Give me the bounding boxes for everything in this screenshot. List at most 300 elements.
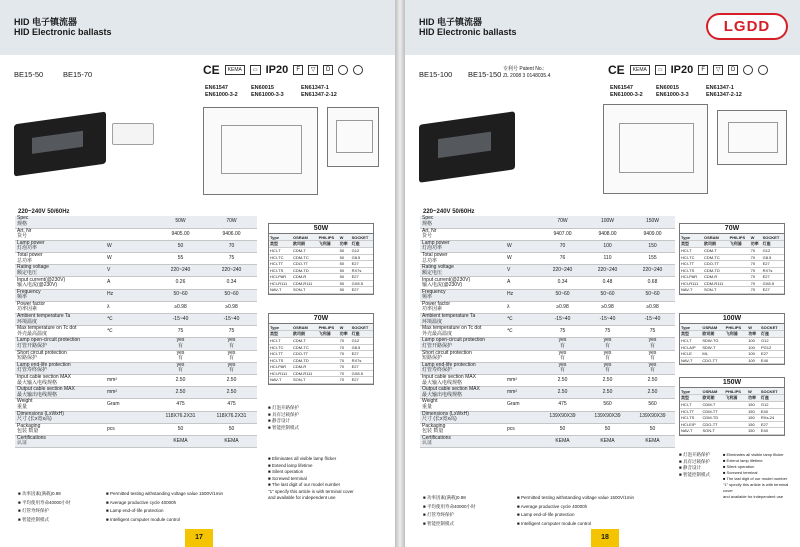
feature: ■ Permitted testing withstanding voltage value 1500V/1min	[517, 495, 635, 500]
spec-value: 100	[585, 240, 630, 252]
spec-unit	[505, 435, 540, 447]
spec-value: 220~240	[630, 265, 675, 277]
ce-mark-icon: CE	[203, 63, 220, 77]
note: "1" specify this article is with terminal cover	[268, 488, 354, 494]
note: ■ Silent operation	[268, 469, 304, 474]
spec-unit	[105, 350, 155, 362]
lamp-table-head: 类型 欧司朗 飞利浦 功率 灯座	[680, 331, 784, 338]
standard: EN60015	[656, 85, 679, 91]
spec-unit	[505, 362, 540, 374]
lamp-table-row: HCI-R111 CDM-R111 70 GX8.5	[269, 370, 373, 377]
spec-unit: V	[105, 265, 155, 277]
lamp-table-row: HCI-TS CDM-TD 150 RXs-24	[680, 415, 784, 422]
patent-number: 专利号 Patent No.: ZL 2008 3 0148035.4	[503, 66, 551, 79]
feature: ■ 灯管寿终保护	[423, 512, 454, 517]
lamp-table-row: NAV-T SON-T 150 E40	[680, 428, 784, 435]
spec-unit: λ	[505, 301, 540, 313]
spec-row	[420, 374, 675, 386]
feature: ■ Lamp end-of-life protection	[517, 512, 575, 517]
spec-row	[420, 362, 675, 374]
standard: EN61347-1	[706, 85, 734, 91]
spec-value: 475	[206, 399, 257, 411]
spec-value: 75	[585, 326, 630, 338]
spec-value: 70	[206, 240, 257, 252]
d-mark-icon: D	[728, 65, 738, 75]
lamp-table-row: NAV-T SON-T 50 E27	[269, 287, 373, 294]
page-number: 18	[591, 529, 619, 547]
lamp-table-row: HCI-TC CDM-TC 50 G8.5	[269, 254, 373, 261]
f-mark-icon: F	[698, 65, 708, 75]
dimension-drawing-side	[717, 110, 787, 165]
spec-row	[420, 277, 675, 289]
spec-label: Lamp open-circuit protection 灯管开路保护	[420, 338, 505, 350]
spec-value: ≥0.98	[155, 301, 206, 313]
spec-label: Dimensions (LxWxH) 尺寸 (长x宽x高)	[15, 411, 105, 423]
spec-label: Ambient temperature Ta 环境温度	[15, 314, 105, 326]
spec-value: 55	[155, 253, 206, 265]
spec-label: Dimensions (LxWxH) 尺寸 (长x宽x高)	[420, 411, 505, 423]
note: ■ 具有过载保护	[679, 458, 710, 464]
standard: EN61547	[610, 85, 633, 91]
spec-row	[15, 374, 257, 386]
feature: ■ 灯管寿终保护	[18, 508, 49, 513]
spec-label: Total power 总功率	[420, 253, 505, 265]
spec-row	[15, 362, 257, 374]
spec-unit: Hz	[105, 289, 155, 301]
lamp-table-row: HCI-T SDW-TG 100 G12	[680, 338, 784, 345]
spec-value: 50~60	[540, 289, 585, 301]
spec-unit: pcs	[505, 423, 540, 435]
lamp-table-row: HCI-PAR CDM-R 50 E27	[269, 274, 373, 281]
model-label: BE15-70	[63, 70, 93, 79]
spec-row	[420, 265, 675, 277]
spec-value: 2.50	[630, 387, 675, 399]
spec-unit: Hz	[505, 289, 540, 301]
spec-row	[420, 423, 675, 435]
feature: ■ 功率因素(满载)0.98	[18, 491, 61, 496]
spec-unit	[105, 338, 155, 350]
spec-row	[420, 216, 675, 228]
spec-value: 70	[540, 240, 585, 252]
spec-value: 9408.00	[585, 228, 630, 240]
spec-value: 2.50	[540, 374, 585, 386]
lamp-table-row: HCI-R111 CDM-R111 50 GX8.5	[269, 280, 373, 287]
spec-unit: Gram	[505, 399, 540, 411]
f-mark-icon: F	[293, 65, 303, 75]
features-cn	[423, 494, 475, 528]
spec-value: 50~60	[585, 289, 630, 301]
spec-label: Short circuit protection 短路保护	[15, 350, 105, 362]
spec-unit: ℃	[505, 314, 540, 326]
standard: EN60015	[251, 85, 274, 91]
spec-unit: λ	[105, 301, 155, 313]
spec-label: Spec 规格	[420, 216, 505, 228]
spec-label: Lamp end-life protection 灯管寿终保护	[15, 362, 105, 374]
spec-value: 220~240	[585, 265, 630, 277]
lamp-table-row: NAV-T SON-T 70 E27	[680, 287, 784, 294]
spec-value: KEMA	[540, 435, 585, 447]
spec-value: KEMA	[155, 435, 206, 447]
spec-value: 150	[630, 240, 675, 252]
lamp-table-title: 100W	[680, 314, 784, 324]
spec-row	[15, 338, 257, 350]
spec-value: yes 有	[585, 338, 630, 350]
spec-value: yes 有	[585, 350, 630, 362]
spec-value: ≥0.98	[206, 301, 257, 313]
standards-list	[610, 85, 766, 99]
spec-row	[15, 240, 257, 252]
spec-row	[420, 228, 675, 240]
note: ■ Extend lamp lifetime	[723, 458, 763, 463]
spec-unit: W	[505, 240, 540, 252]
header-title-en: HID Electronic ballasts	[419, 27, 517, 37]
note: ■ Screwed terminal	[723, 470, 758, 475]
spec-value: 9407.00	[540, 228, 585, 240]
spec-label: Power factor 功率因素	[420, 301, 505, 313]
voltage-subtitle: 220~240V 50/60Hz	[423, 209, 475, 215]
lamp-table-row: HCI-T CDM-T 50 G12	[269, 248, 373, 255]
spec-label: Lamp power 灯泡功率	[15, 240, 105, 252]
note: and available for independent use	[268, 495, 336, 500]
temperature-mark-icon: ▽	[308, 65, 318, 75]
spec-row	[15, 423, 257, 435]
spec-row	[420, 314, 675, 326]
spec-value: 2.50	[630, 374, 675, 386]
notes-cn	[268, 405, 299, 431]
spec-unit: W	[505, 253, 540, 265]
spec-label: Packaging 包装 数量	[15, 423, 105, 435]
temperature-mark-icon: ▽	[713, 65, 723, 75]
note: ■ 灯泡开路保护	[679, 452, 710, 457]
spec-value: KEMA	[630, 435, 675, 447]
spec-value: -15~40	[630, 314, 675, 326]
spec-row	[15, 301, 257, 313]
spec-value: 9405.00	[155, 228, 206, 240]
circle-mark-icon	[743, 65, 753, 75]
lamp-table-row: HCI-R111 CDM-R111 70 GX8.5	[680, 280, 784, 287]
note: ■ 灯泡开路保护	[268, 405, 299, 410]
lamp-table-head: Type OSRAM PHILIPS W SOCKET	[269, 324, 373, 331]
spec-unit	[505, 411, 540, 423]
spec-value: 2.50	[155, 374, 206, 386]
note: ■ The last digit of our model number	[723, 476, 788, 481]
spec-row	[420, 253, 675, 265]
note: ■ Eliminates all visible lamp flicker	[268, 456, 337, 461]
spec-label: Output cable section MAX 最大输出电线规格	[15, 387, 105, 399]
lamp-table-row: HCI-TS CDM-TD 70 RX7s	[680, 267, 784, 274]
spec-label: Power factor 功率因素	[15, 301, 105, 313]
spec-value: yes 有	[540, 338, 585, 350]
standard: EN61000-3-2	[610, 92, 643, 98]
standard: EN61547	[205, 85, 228, 91]
note: "1" specify this article is with terminal cover	[723, 482, 789, 493]
double-insulation-icon: ▭	[655, 65, 666, 75]
spec-value: ≥0.98	[585, 301, 630, 313]
spec-unit: mm²	[105, 387, 155, 399]
ip-rating: IP20	[265, 64, 289, 76]
model-label: BE15-50	[14, 70, 44, 79]
circle-mark-icon	[338, 65, 348, 75]
standard: EN61347-1	[301, 85, 329, 91]
note: ■ 具有过载保护	[268, 411, 299, 417]
spec-value: -15~40	[585, 314, 630, 326]
spec-label: Output cable section MAX 最大输出电线规格	[420, 387, 505, 399]
spec-row	[420, 289, 675, 301]
lamp-table-row: HCI-E ML 100 E27	[680, 351, 784, 358]
spec-unit	[105, 216, 155, 228]
spec-row	[15, 277, 257, 289]
lamp-table-row: HCI-T CDM-T 70 G12	[269, 338, 373, 345]
spec-label: Lamp open-circuit protection 灯管开路保护	[15, 338, 105, 350]
spec-value: -15~40	[155, 314, 206, 326]
spec-label: Art. Nr 货号	[420, 228, 505, 240]
spec-label: Input cable section MAX 最大输入电线规格	[15, 374, 105, 386]
feature: ■ Permitted testing withstanding voltage value 1500V/1min	[106, 491, 224, 496]
spec-label: Max temperature on Tc dot 外壳最高温度	[420, 326, 505, 338]
spec-value: 0.34	[540, 277, 585, 289]
lamp-table-row: HCI-TC CDM-TC 70 G8.5	[269, 344, 373, 351]
spec-unit: ℃	[505, 326, 540, 338]
spec-row	[420, 411, 675, 423]
spec-label: Art. Nr 货号	[15, 228, 105, 240]
lamp-table-head: 类型 欧司朗 飞利浦 功率 灯座	[680, 395, 784, 402]
standards-list	[205, 85, 361, 99]
spec-row	[15, 399, 257, 411]
spec-value: 50	[540, 423, 585, 435]
spec-value: 2.50	[206, 374, 257, 386]
spec-value: 220~240	[206, 265, 257, 277]
spec-value: yes 有	[630, 362, 675, 374]
spec-value: yes 有	[630, 338, 675, 350]
brand-logo: LGDD	[706, 13, 788, 40]
spec-label: Certifications 认证	[15, 435, 105, 447]
spec-unit	[505, 228, 540, 240]
spec-unit	[105, 362, 155, 374]
spec-row	[420, 387, 675, 399]
spec-value: 0.26	[155, 277, 206, 289]
spec-unit: mm²	[505, 374, 540, 386]
note: ■ 智能控制模式	[268, 424, 299, 430]
catalog-page-17	[0, 0, 395, 547]
lamp-table-50w	[268, 223, 374, 295]
spec-row	[420, 399, 675, 411]
spec-row	[15, 314, 257, 326]
standard: EN61347-2-12	[706, 92, 742, 98]
spec-value: yes 有	[540, 362, 585, 374]
spec-value: 475	[155, 399, 206, 411]
spec-value: 70W	[540, 216, 585, 228]
dimension-drawing-side	[327, 107, 379, 167]
spec-row	[15, 387, 257, 399]
spec-value: yes 有	[155, 338, 206, 350]
spec-row	[15, 253, 257, 265]
spec-value: 155	[630, 253, 675, 265]
spec-label: Weight 重量	[420, 399, 505, 411]
spec-unit: W	[105, 253, 155, 265]
note: ■ The last digit of our model number	[268, 482, 341, 487]
note: ■ Screwed terminal	[268, 475, 307, 481]
feature: ■ Lamp end-of-life protection	[106, 508, 164, 513]
spec-label: Lamp end-life protection 灯管寿终保护	[420, 362, 505, 374]
spec-value: 110	[585, 253, 630, 265]
feature: ■ Intelligent computer module control	[517, 520, 592, 526]
spec-label: Ambient temperature Ta 环境温度	[420, 314, 505, 326]
spec-value: 75	[155, 326, 206, 338]
spec-value: 50~60	[155, 289, 206, 301]
spec-value: 2.50	[155, 387, 206, 399]
feature: ■ 平均使用寿命40000小时	[423, 503, 476, 509]
lamp-table-70w	[679, 223, 785, 295]
spec-value: 76	[540, 253, 585, 265]
header-title-cn: HID 电子镇流器	[14, 17, 78, 27]
spec-value: 50W	[155, 216, 206, 228]
lamp-table-row: HCI-PAR CDM-R 70 E27	[269, 364, 373, 371]
note: ■ 智能控制模式	[679, 471, 710, 477]
spec-row	[420, 301, 675, 313]
spec-value: 0.68	[630, 277, 675, 289]
note: ■ 静音设计	[268, 418, 290, 423]
spec-unit	[505, 350, 540, 362]
spec-value: 150W	[630, 216, 675, 228]
lamp-table-head: 类型 欧司朗 飞利浦 功率 灯座	[269, 241, 373, 248]
dimension-drawing	[603, 104, 708, 194]
spec-label: Short circuit protection 短路保护	[420, 350, 505, 362]
spec-row	[420, 240, 675, 252]
spec-value: -15~40	[540, 314, 585, 326]
spec-table	[420, 216, 675, 448]
spec-unit	[505, 216, 540, 228]
spec-value: 50~60	[206, 289, 257, 301]
spec-value: ≥0.98	[540, 301, 585, 313]
spec-value: 50	[155, 240, 206, 252]
lamp-table-title: 50W	[269, 224, 373, 234]
spec-row	[420, 326, 675, 338]
spec-value: 75	[206, 253, 257, 265]
spec-table	[15, 216, 257, 448]
standard: EN61000-3-3	[656, 92, 689, 98]
spec-row	[420, 338, 675, 350]
page-header	[0, 0, 395, 55]
feature: ■ 功率因素(满载)0.98	[423, 495, 466, 500]
feature: ■ 平均使用寿命40000小时	[18, 499, 71, 505]
spec-value: 0.34	[206, 277, 257, 289]
spec-row	[15, 216, 257, 228]
spec-value: 220~240	[155, 265, 206, 277]
lamp-table-head: 类型 欧司朗 飞利浦 功率 灯座	[269, 331, 373, 338]
lamp-table-70w	[268, 313, 374, 385]
features-cn	[18, 490, 70, 524]
spec-value: 139X90X39	[630, 411, 675, 423]
spec-value: yes 有	[206, 338, 257, 350]
catalog-page-18	[405, 0, 800, 547]
spec-value: KEMA	[206, 435, 257, 447]
spec-value: 560	[585, 399, 630, 411]
spec-value: ≥0.98	[630, 301, 675, 313]
spec-unit: V	[505, 265, 540, 277]
page-header	[405, 0, 800, 55]
notes-cn	[679, 452, 710, 478]
feature: ■ 智能控制模式	[423, 520, 454, 526]
spec-row	[15, 326, 257, 338]
voltage-subtitle: 220~240V 50/60Hz	[18, 209, 70, 215]
spec-value: 75	[206, 326, 257, 338]
spec-label: Weight 重量	[15, 399, 105, 411]
standard: EN61000-3-3	[251, 92, 284, 98]
certification-marks	[203, 63, 363, 77]
note: ■ Extend lamp lifetime	[268, 462, 313, 468]
header-title-cn: HID 电子镇流器	[419, 17, 483, 27]
notes-en	[268, 456, 388, 502]
lamp-table-row: HCI-TT CDO-TT 70 E27	[269, 351, 373, 358]
spec-label: Input current(@230V) 输入电流(@230V)	[15, 277, 105, 289]
spec-value: 50	[585, 423, 630, 435]
lamp-table-head: Type OSRAM PHILIPS W SOCKET	[269, 234, 373, 241]
spec-value: yes 有	[206, 350, 257, 362]
page-number: 17	[185, 529, 213, 547]
ballast-photo-black	[419, 111, 515, 182]
lamp-table-row: HCI-TS CDM-TD 50 RX7s	[269, 267, 373, 274]
spec-row	[15, 228, 257, 240]
ballast-photo-black	[14, 112, 106, 177]
lamp-table-row: HCI-A/P SDW-T 100 PG12	[680, 344, 784, 351]
spec-unit: W	[105, 240, 155, 252]
spec-value: yes 有	[630, 350, 675, 362]
lamp-table-row: HCI-T CDM-T 150 G12	[680, 402, 784, 409]
spec-unit: ℃	[105, 314, 155, 326]
keur-mark-icon: KEMA	[630, 65, 650, 75]
spec-value: 139X90X39	[540, 411, 585, 423]
features-en	[517, 494, 634, 528]
page-fold	[395, 0, 405, 547]
note: ■ 静音设计	[679, 465, 701, 470]
spec-label: Certifications 认证	[420, 435, 505, 447]
lamp-table-row: NAV-T CDO-TT 100 E40	[680, 357, 784, 364]
spec-value: 70W	[206, 216, 257, 228]
lamp-table-row: HCI-PAR CDM-R 70 E27	[680, 274, 784, 281]
lamp-table-row: HCI-TC CDM-TC 70 G8.5	[680, 254, 784, 261]
spec-row	[15, 435, 257, 447]
spec-row	[420, 435, 675, 447]
spec-unit: pcs	[105, 423, 155, 435]
lamp-table-row: NAV-T SON-T 70 E27	[269, 377, 373, 384]
spec-value: 118X76.2X31	[155, 411, 206, 423]
feature: ■ 智能控制模式	[18, 516, 49, 522]
spec-label: Frequency 频率	[420, 289, 505, 301]
model-label: BE15-100	[419, 70, 453, 79]
spec-label: Input current(@230V) 输入电流(@230V)	[420, 277, 505, 289]
d-mark-icon: D	[323, 65, 333, 75]
spec-row	[15, 289, 257, 301]
spec-label: Max temperature on Tc dot 外壳最高温度	[15, 326, 105, 338]
spec-value: 50~60	[630, 289, 675, 301]
spec-row	[420, 350, 675, 362]
ce-mark-icon: CE	[608, 63, 625, 77]
note: and available for independent use	[723, 494, 784, 499]
spec-value: 475	[540, 399, 585, 411]
feature: ■ Intelligent computer module control	[106, 516, 181, 522]
ip-rating: IP20	[670, 64, 694, 76]
note: ■ Eliminates all visible lamp flicker	[723, 452, 784, 457]
spec-value: 50	[630, 423, 675, 435]
spec-unit: mm²	[105, 374, 155, 386]
spec-unit	[505, 338, 540, 350]
spec-value: 100W	[585, 216, 630, 228]
spec-value: 560	[630, 399, 675, 411]
lamp-table-title: 70W	[269, 314, 373, 324]
circle-mark-icon	[758, 65, 768, 75]
feature: ■ Average productive cycle 40000h	[106, 499, 177, 505]
spec-label: Frequency 频率	[15, 289, 105, 301]
